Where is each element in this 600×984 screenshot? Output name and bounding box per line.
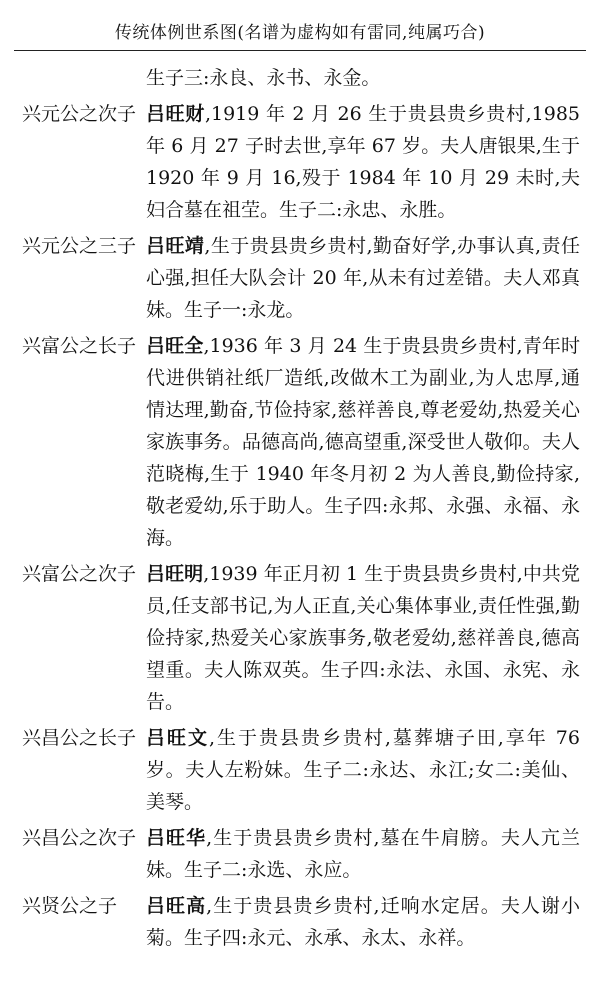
entry-text	[146, 722, 580, 818]
entry-name: 吕旺高	[146, 895, 207, 917]
genealogy-entry	[22, 230, 582, 326]
entry-text	[146, 558, 580, 718]
entry-label: 兴昌公之次子	[22, 827, 137, 849]
entry-name: 吕旺全	[146, 335, 204, 357]
entry-description: ,1919 年 2 月 26 生于贵县贵乡贵村,1985 年 6 月 27 子时去世,享年 67 岁。夫人唐银果,生于 1920 年 9 月 16,殁于 1984 年 10 月 29 未时,夫妇合墓在祖茔。生子二:永忠、永胜。	[146, 103, 580, 221]
genealogy-entry	[22, 890, 582, 954]
entry-description: ,生于贵县贵乡贵村,迁响水定居。夫人谢小菊。生子四:永元、永承、永太、永祥。	[146, 895, 580, 949]
entry-name: 吕旺靖	[146, 235, 205, 257]
entry-description: ,生于贵县贵乡贵村,勤奋好学,办事认真,责任心强,担任大队会计 20 年,从未有过差错。夫人邓真妹。生子一:永龙。	[146, 235, 580, 321]
genealogy-body	[22, 62, 582, 958]
entry-name: 吕旺华	[146, 827, 207, 849]
genealogy-entry	[22, 558, 582, 718]
entry-name: 吕旺明	[146, 563, 204, 585]
entry-text	[146, 98, 580, 226]
entry-label: 兴富公之次子	[22, 563, 137, 585]
entry-text	[146, 330, 580, 554]
genealogy-entry	[22, 330, 582, 554]
entry-description: ,生于贵县贵乡贵村,墓葬塘子田,享年 76 岁。夫人左粉妹。生子二:永达、永江;女二:美仙、美琴。	[146, 727, 580, 813]
page-header: 传统体例世系图(名谱为虚构如有雷同,纯属巧合)	[114, 23, 486, 43]
entry-text	[146, 822, 580, 886]
entry-text	[146, 890, 580, 954]
entry-label: 兴昌公之长子	[22, 727, 137, 749]
entry-label: 兴贤公之子	[22, 895, 118, 917]
entry-text	[146, 230, 580, 326]
header-rule	[14, 50, 586, 51]
entry-label: 兴富公之长子	[22, 335, 137, 357]
genealogy-entry	[22, 722, 582, 818]
continuation-entry	[22, 62, 582, 94]
entry-label: 兴元公之次子	[22, 103, 137, 125]
entry-description: ,1939 年正月初 1 生于贵县贵乡贵村,中共党员,任支部书记,为人正直,关心集体事业,责任性强,勤俭持家,热爱关心家族事务,敬老爱幼,慈祥善良,德高望重。夫人陈双英。生子四:永法、永国、永宪、永告。	[146, 563, 580, 713]
entry-description: ,1936 年 3 月 24 生于贵县贵乡贵村,青年时代进供销社纸厂造纸,改做木工为副业,为人忠厚,通情达理,勤奋,节俭持家,慈祥善良,尊老爱幼,热爱关心家族事务。品德高尚,德高望重,深受世人敬仰。夫人范晓梅,生于 1940 年冬月初 2 为人善良,勤俭持家,敬老爱幼,乐于助人。生子四:永邦、永强、永福、永海。	[146, 335, 580, 549]
continuation-text: 生子三:永良、永书、永金。	[146, 67, 381, 89]
entry-description: ,生于贵县贵乡贵村,墓在牛肩膀。夫人亢兰妹。生子二:永选、永应。	[146, 827, 580, 881]
entry-label: 兴元公之三子	[22, 235, 137, 257]
genealogy-entry	[22, 822, 582, 886]
entry-name: 吕旺文	[146, 727, 209, 749]
entry-name: 吕旺财	[146, 103, 205, 125]
genealogy-entry	[22, 98, 582, 226]
